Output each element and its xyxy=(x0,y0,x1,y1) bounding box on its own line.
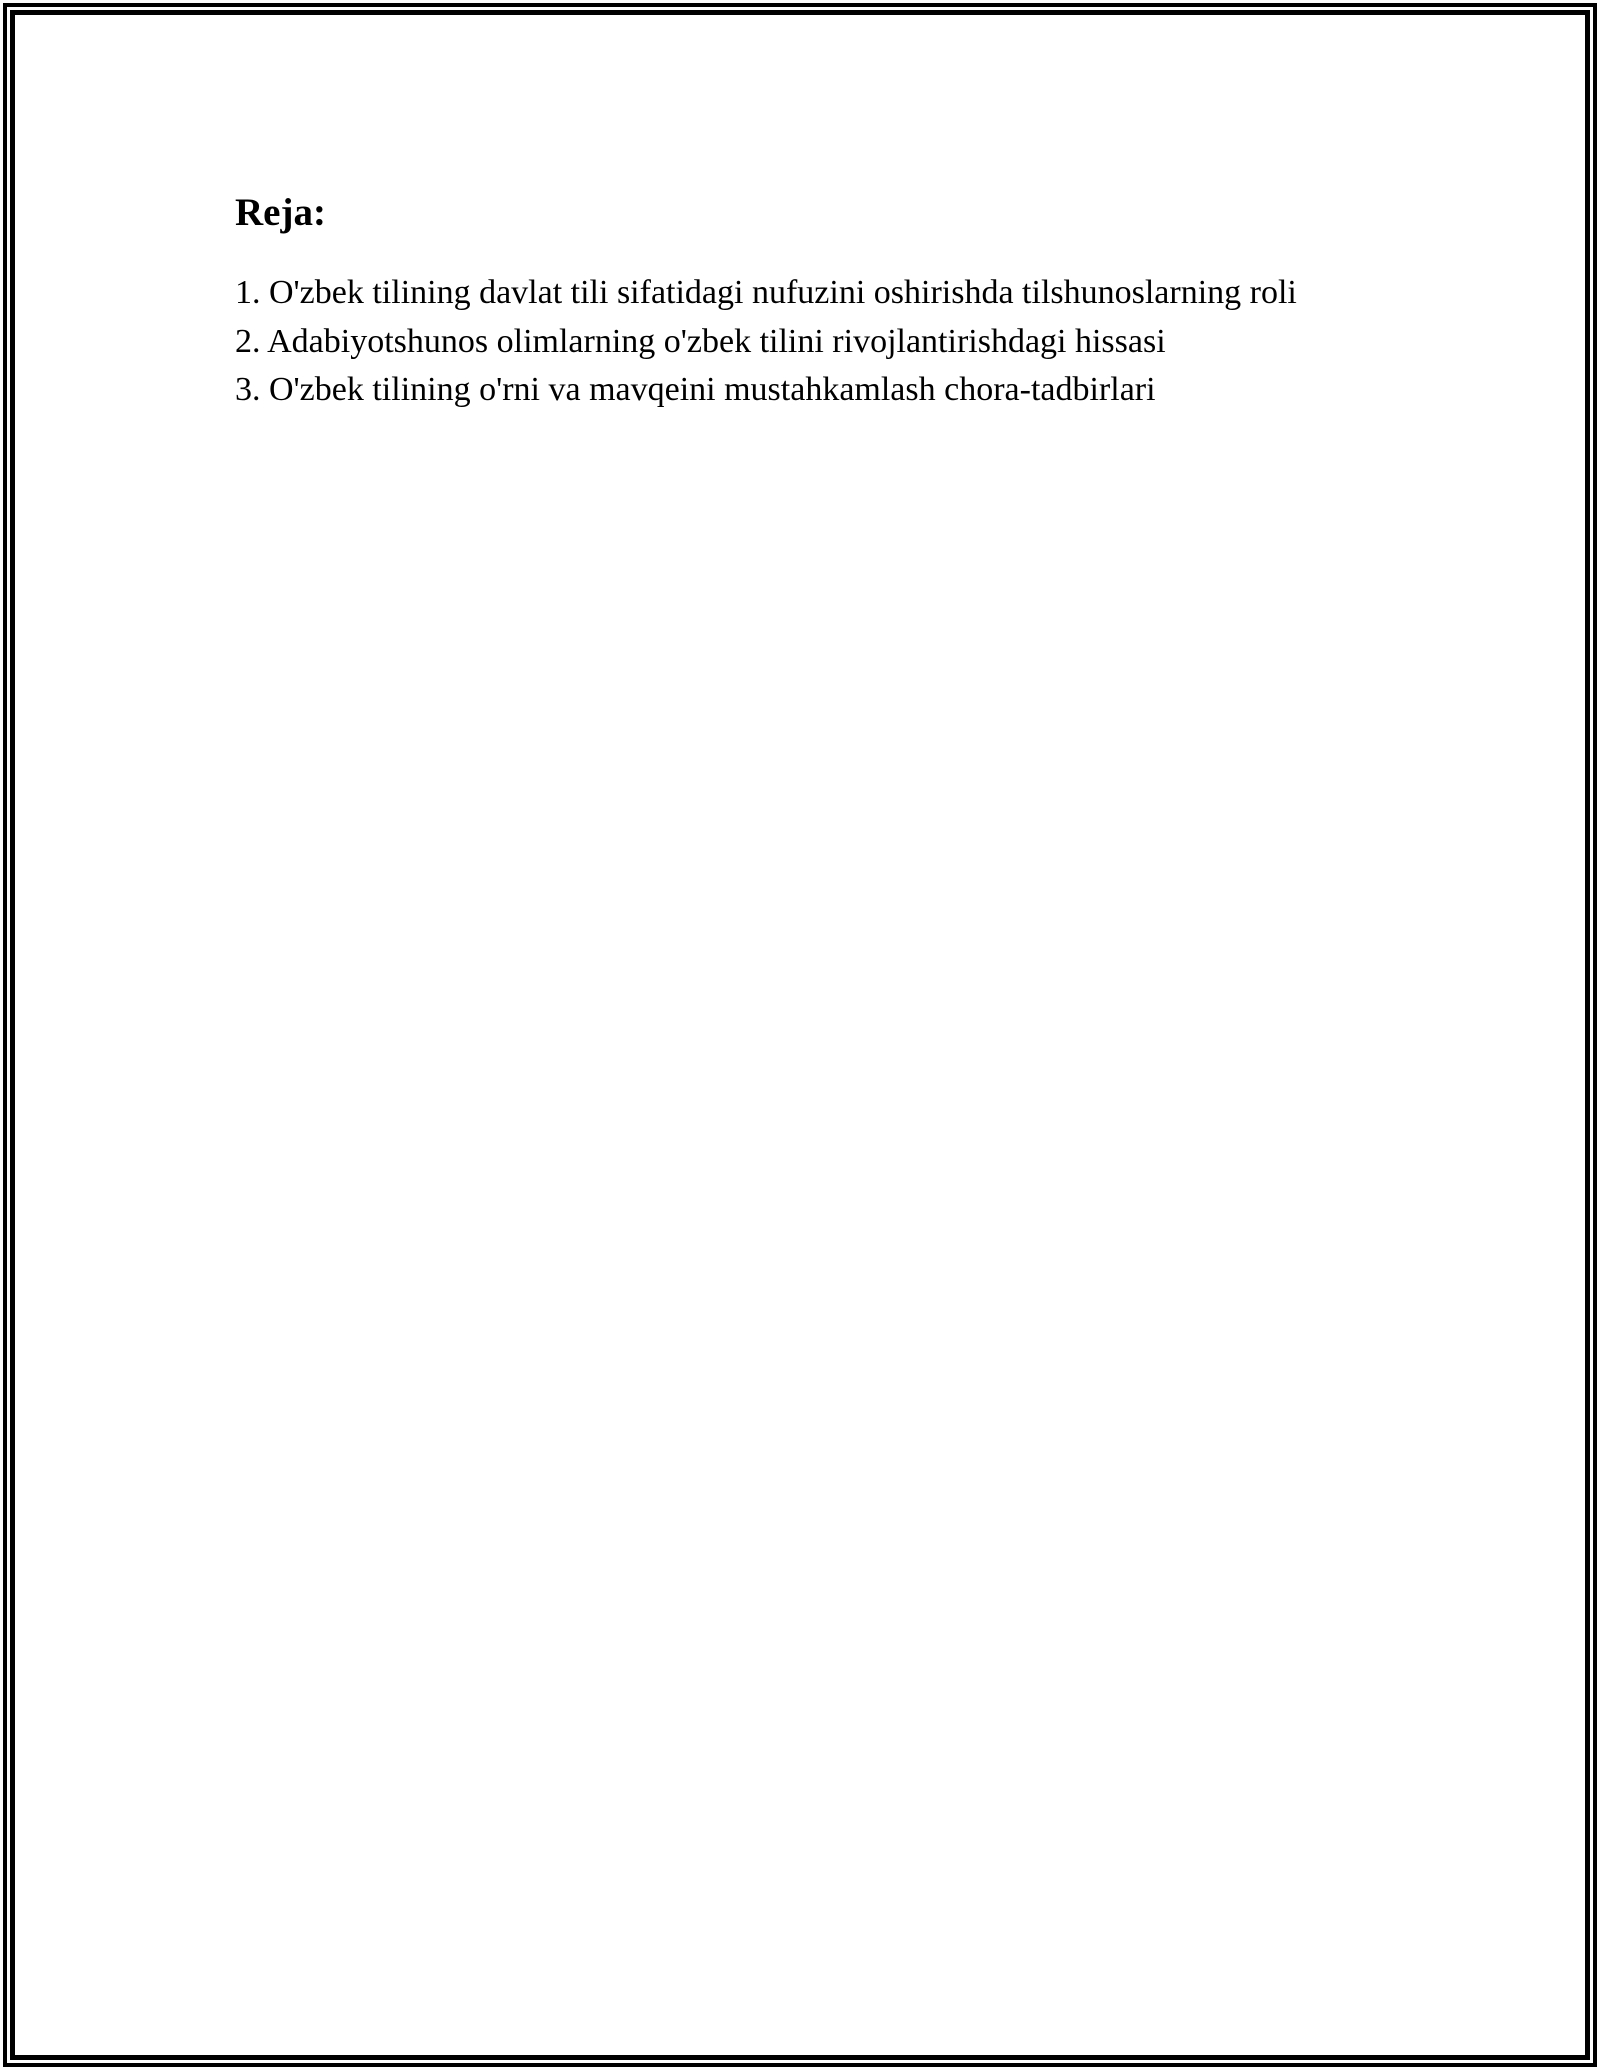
plan-item-3: 3. O'zbek tilining o'rni va mavqeini mustahkamlash chora-tadbirlari xyxy=(235,371,1156,408)
plan-heading: Reja: xyxy=(235,191,326,234)
document-body xyxy=(235,185,1345,415)
plan-item-2: 2. Adabiyotshunos olimlarning o'zbek tilini rivojlantirishdagi hissasi xyxy=(235,322,1166,360)
plan-item-1: 1. O'zbek tilining davlat tili sifatidagi nufuzini oshirishda tilshunoslarning roli xyxy=(235,274,1297,311)
